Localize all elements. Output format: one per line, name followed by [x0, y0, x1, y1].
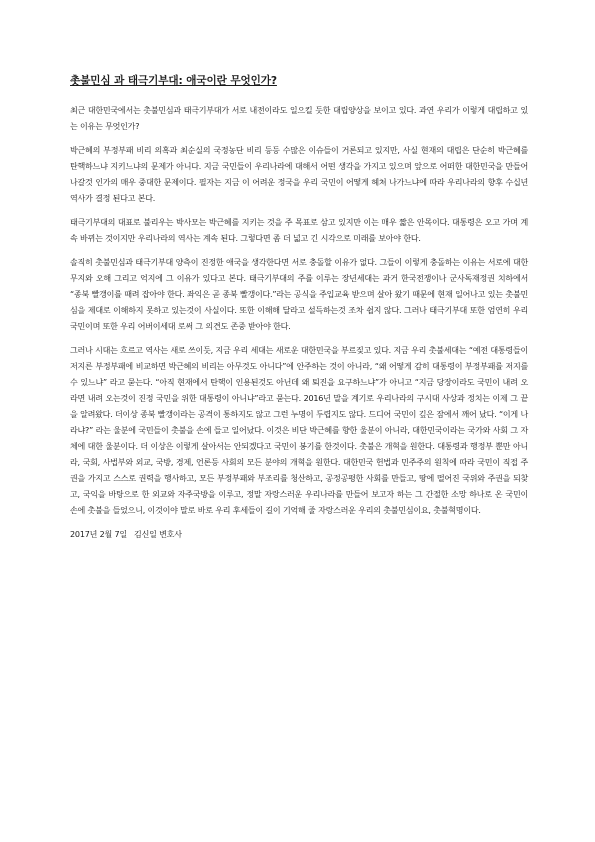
paragraph-candlelight: 그러나 시대는 흐르고 역사는 새로 쓰이듯, 지금 우리 세대는 새로운 대한민국을 부르짖고 있다. 지금 우리 촛불세대는 “예전 대통령들이 저지른 부정부패에 비교하면 박근혜의 비리는 아무것도 아니다”에 안주하는 것이 아니라, “왜 어떻게 감히 대통령이 부정부패를 저지를수 있느냐” 라고 묻는다. “아직 현재에서 탄핵이 인용된것도 아닌데 왜 퇴진을 요구하느냐”가 아니고 “지금 당장이라도 국민이 내려 오라면 내려 오는것이 진정 국민을 위한 대통령이 아니냐”라고 묻는다. 2016년 말을 계기로 우리나라의 구시대 사상과 정치는 이제 그 끝을 알려왔다. 더이상 종북 빨갱이라는 공격이 통하지도 않고 그런 누명이 두렵지도 않다. 드디어 국민이 깊은 잠에서 깨어 났다. “이게 나라냐?” 라는 울분에 국민들이 촛불을 손에 들고 일어났다. 이것은 비단 박근혜를 향한 울분이 아니라, 대한민국이라는 국가와 사회 그 자체에 대한 울분이다. 더 이상은 이렇게 살아서는 안되겠다고 국민이 봉기를 한것이다. 촛불은 개혁을 원한다. 대통령과 행정부 뿐만 아니라, 국회, 사법부와 외교, 국방, 경제, 언론등 사회의 모든 분야의 개혁을 원한다. 대한민국 헌법과 민주주의 원칙에 따라 국민이 직접 주권을 가지고 스스로 권력을 행사하고, 모든 부정부패와 부조리를 청산하고, 공정공평한 사회를 만들고, 땅에 떨어진 국위와 주권을 되찾고, 국익을 바탕으로 한 외교와 자주국방을 이루고, 정말 자랑스러운 우리나라를 만들어 보고자 하는 그 간절한 소망 하나로 온 국민이 손에 촛불을 들었으니, 이것이야 말로 바로 우리 후세들이 길이 기억해 줄 자랑스러운 우리의 촛불민심이요, 촛불혁명이다. [70, 346, 528, 515]
document-title: 촛불민심 과 태극기부대: 애국이란 무엇인가? [70, 75, 277, 87]
paragraph-intro: 최근 대한민국에서는 촛불민심과 태극기부대가 서로 내전이라도 일으킬 듯한 대립양상을 보이고 있다. 과연 우리가 이렇게 대립하고 있는 이유는 무엇인가? [70, 106, 528, 131]
paragraph-taegukgi: 태극기부대의 대표로 불리우는 박사모는 박근혜를 지키는 것을 주 목표로 삼고 있지만 이는 매우 짧은 안목이다. 대통령은 오고 가며 계속 바뀌는 것이지만 우리나라의 역사는 계속 된다. 그렇다면 좀 더 넓고 긴 시각으로 미래를 보아야 한다. [70, 218, 528, 243]
document-body [70, 74, 528, 543]
paragraph-conflict: 솔직히 촛불민심과 태극기부대 양측이 진정한 애국을 생각한다면 서로 충돌할 이유가 없다. 그들이 이렇게 충돌하는 이유는 서로에 대한 무지와 오해 그리고 억지에 그 이유가 있다고 본다. 태극기부대의 주를 이루는 장년세대는 과거 한국전쟁이나 군사독재정권 치하에서 “종북 빨갱이를 때려 잡아야 한다. 좌익은 곧 종북 빨갱이다.”라는 공식을 주입교육 받으며 살아 왔기 때문에 현재 일어나고 있는 촛불민심을 제대로 이해하지 못하고 있는것이 사실이다. 또한 이해해 달라고 설득하는것 조차 쉽지 않다. 그러나 태극기부대 또한 엄연히 우리 국민이며 또한 우리 어버이세대 로써 그 의견도 존중 받아야 한다. [70, 258, 528, 331]
paragraph-corruption: 박근혜의 부정부패 비리 의혹과 최순실의 국정농단 비리 등등 수많은 이슈들이 거론되고 있지만, 사실 현재의 대립은 단순히 박근혜를 탄핵하느냐 지키느냐의 문제가 아니다. 지금 국민들이 우리나라에 대해서 어떤 생각을 가지고 있으며 앞으로 어떠한 대한민국을 만들어 나갈것 인가의 매우 중대한 문제이다. 필자는 지금 이 어려운 정국을 우리 국민이 어떻게 헤쳐 나가느냐에 따라 우리나라의 향후 수십년 역사가 결정 된다고 본다. [70, 146, 528, 203]
signature-line: 2017년 2월 7일 김신일 변호사 [70, 530, 182, 539]
